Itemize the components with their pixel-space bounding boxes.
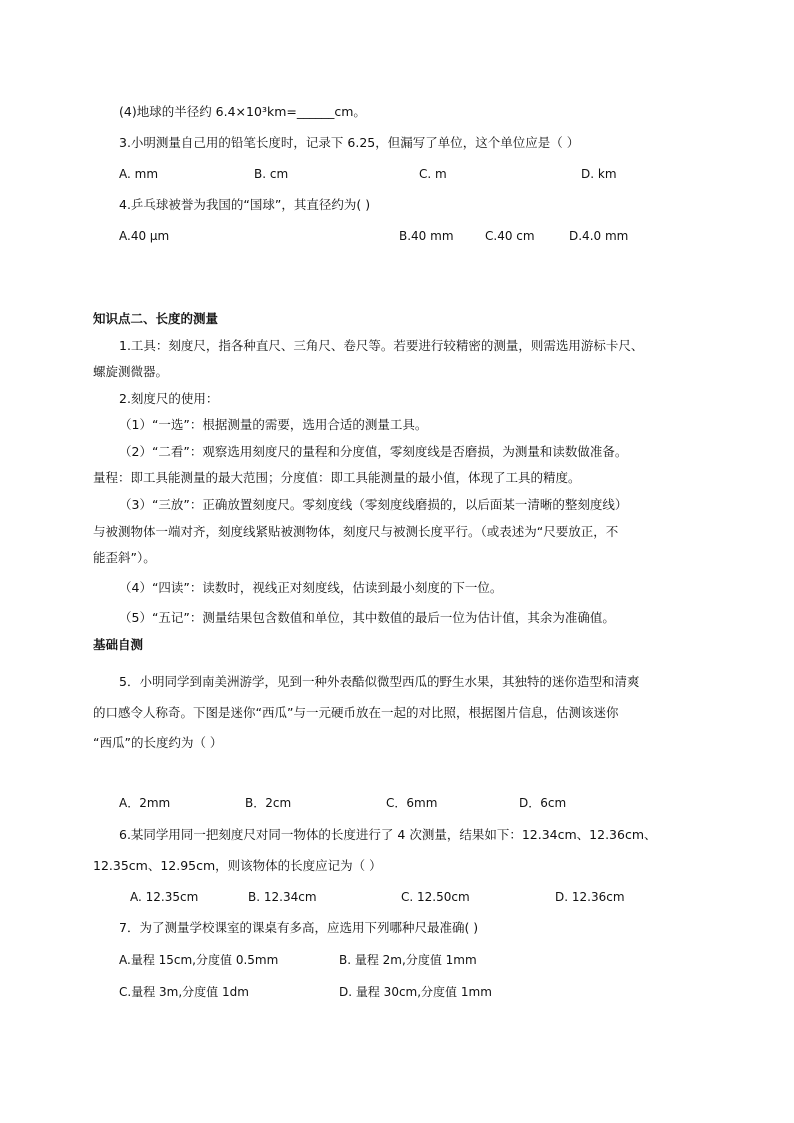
question-4-option-d: D.4.0 mm <box>569 229 629 243</box>
step-2-line-1: （2）“二看”：观察选用刻度尺的量程和分度值，零刻度线是否磨损，为测量和读数做准备。 <box>119 444 628 459</box>
question-5-option-b: B．2cm <box>245 796 292 810</box>
tools-paragraph-line-1: 1.工具：刻度尺，指各种直尺、三角尺、卷尺等。若要进行较精密的测量，则需选用游标卡尺、 <box>119 338 644 353</box>
question-5-line-1: 5．小明同学到南美洲游学，见到一种外表酷似微型西瓜的野生水果，其独特的迷你造型和清爽 <box>119 674 640 689</box>
question-5-line-2: 的口感令人称奇。下图是迷你“西瓜”与一元硬币放在一起的对比照，根据图片信息，估测该迷你 <box>93 705 619 720</box>
question-5-option-d: D．6cm <box>519 796 567 810</box>
question-3-stem: 3.小明测量自己用的铅笔长度时，记录下 6.25，但漏写了单位，这个单位应是（ ） <box>119 135 580 150</box>
question-7-option-d: D. 量程 30cm,分度值 1mm <box>339 985 492 999</box>
question-7-stem: 7．为了测量学校课室的课桌有多高，应选用下列哪种尺最准确( ) <box>119 920 479 935</box>
step-3-line-3: 能歪斜”）。 <box>93 550 156 565</box>
question-4-option-a: A.40 μm <box>119 229 170 243</box>
question-3-option-a: A. mm <box>119 167 159 181</box>
question-5-line-3: “西瓜”的长度约为（ ） <box>93 735 223 750</box>
question-6-line-2: 12.35cm、12.95cm，则该物体的长度应记为（ ） <box>93 858 382 873</box>
question-3-option-d: D. km <box>581 167 617 181</box>
step-3-line-2: 与被测物体一端对齐，刻度线紧贴被测物体，刻度尺与被测长度平行。（或表述为“尺要放正，不 <box>93 524 619 539</box>
question-3-option-b: B. cm <box>254 167 289 181</box>
question-7-option-a: A.量程 15cm,分度值 0.5mm <box>119 953 279 967</box>
question-6-line-1: 6.某同学用同一把刻度尺对同一物体的长度进行了 4 次测量，结果如下：12.34cm、12.36cm、 <box>119 827 657 842</box>
question-6-option-a: A. 12.35cm <box>130 890 199 904</box>
question-6-option-b: B. 12.34cm <box>248 890 317 904</box>
self-test-heading: 基础自测 <box>93 637 144 652</box>
step-2-line-2: 量程：即工具能测量的最大范围；分度值：即工具能测量的最小值，体现了工具的精度。 <box>93 470 581 485</box>
question-4-option-b: B.40 mm <box>399 229 454 243</box>
step-3-line-1: （3）“三放”：正确放置刻度尺。零刻度线（零刻度线磨损的，以后面某一清晰的整刻度线） <box>119 497 628 512</box>
question-7-option-c: C.量程 3m,分度值 1dm <box>119 985 249 999</box>
question-3-option-c: C. m <box>419 167 447 181</box>
question-6-option-d: D. 12.36cm <box>555 890 625 904</box>
step-1: （1）“一选”：根据测量的需要，选用合适的测量工具。 <box>119 417 428 432</box>
ruler-usage-heading: 2.刻度尺的使用： <box>119 391 219 406</box>
tools-paragraph-line-2: 螺旋测微器。 <box>93 364 169 379</box>
step-5: （5）“五记”：测量结果包含数值和单位，其中数值的最后一位为估计值，其余为准确值。 <box>119 610 615 625</box>
question-4-stem: 4.乒乓球被誉为我国的“国球”，其直径约为( ) <box>119 197 371 212</box>
question-5-option-c: C．6mm <box>386 796 438 810</box>
step-4: （4）“四读”：读数时，视线正对刻度线，估读到最小刻度的下一位。 <box>119 580 503 595</box>
question-5-option-a: A．2mm <box>119 796 171 810</box>
question-2-item-4: (4)地球的半径约 6.4×10³km=______cm。 <box>119 104 366 119</box>
section-heading: 知识点二、长度的测量 <box>93 311 219 326</box>
question-4-option-c: C.40 cm <box>485 229 535 243</box>
question-6-option-c: C. 12.50cm <box>401 890 470 904</box>
question-7-option-b: B. 量程 2m,分度值 1mm <box>339 953 477 967</box>
